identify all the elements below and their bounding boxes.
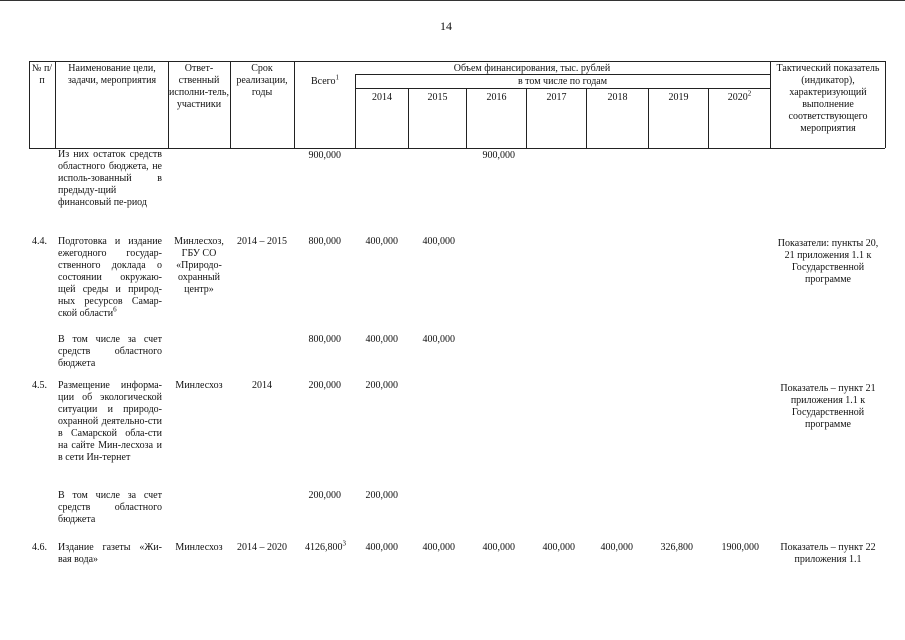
row-period: 2014 <box>252 380 272 391</box>
cell-2014: 400,000 <box>365 542 398 553</box>
row-responsible: Минлесхоз <box>175 380 223 391</box>
header-indicator: Тактический показатель (индикатор), характеризующий выполнение соответствующего мероприятия <box>776 63 880 134</box>
header-year-2018: 2018 <box>607 92 628 103</box>
header-total: Всего$^1$ <box>310 73 340 87</box>
header-year-2020: 2020$^2$ <box>727 89 752 103</box>
cell-2014: 400,000 <box>365 334 398 345</box>
header-num: № п/п <box>31 63 53 86</box>
cell-2015: 400,000 <box>422 334 455 345</box>
row-indicator: Показатель – пункт 22 приложения 1.1 <box>780 542 876 565</box>
page-number: 14 <box>440 19 452 33</box>
cell-2014: 200,000 <box>365 490 398 501</box>
cell-total: 800,000 <box>308 334 341 345</box>
row-name: Из них остаток средств областного бюджета, не исполь-зованный в предыду-щий финансовый пе-риод <box>58 149 162 208</box>
row-period: 2014 – 2020 <box>237 542 287 553</box>
row-name: Подготовка и издание ежегодного государ-ственного доклада о состоянии окружаю-щей среды и природ-ных ресурсов Самар-ской области$^6$ <box>58 236 162 319</box>
cell-2014: 200,000 <box>365 380 398 391</box>
cell-total: 200,000 <box>308 490 341 501</box>
header-year-2017: 2017 <box>546 92 567 103</box>
cell-2019: 326,800 <box>660 542 693 553</box>
row-indicator: Показатели: пункты 20, 21 приложения 1.1 к Государственной программе <box>777 238 879 285</box>
page-top-edge <box>0 0 905 1</box>
row-name: В том числе за счет средств областного бюджета <box>58 490 162 525</box>
cell-2015: 400,000 <box>422 542 455 553</box>
header-year-2019: 2019 <box>668 92 689 103</box>
header-year-2015: 2015 <box>427 92 448 103</box>
header-period: Срок реализации, годы <box>236 63 288 98</box>
header-name: Наименование цели, задачи, мероприятия <box>67 63 157 86</box>
cell-total: 800,000 <box>308 236 341 247</box>
row-period: 2014 – 2015 <box>237 236 287 247</box>
row-name: В том числе за счет средств областного бюджета <box>58 334 162 369</box>
header-funding: Объем финансирования, тыс. рублей <box>453 63 611 74</box>
header-by-year: в том числе по годам <box>517 76 608 87</box>
cell-2016: 900,000 <box>482 150 515 161</box>
cell-2014: 400,000 <box>365 236 398 247</box>
cell-total: 900,000 <box>308 150 341 161</box>
cell-2016: 400,000 <box>482 542 515 553</box>
row-name: Размещение информа-ции об экологической ситуации и природо-охранной деятельно-сти в Самарской обла-сти на сайте Мин-лесхоза и в сети Ин-тернет <box>58 380 162 463</box>
row-responsible: Минлесхоз <box>175 542 223 553</box>
row-number: 4.6. <box>32 542 47 553</box>
row-indicator: Показатель – пункт 21 приложения 1.1 к Государственной программе <box>780 383 876 430</box>
header-year-2014: 2014 <box>372 92 392 103</box>
cell-total: 4126,800$^3$ <box>305 539 346 553</box>
row-number: 4.5. <box>32 380 47 391</box>
cell-2020: 1900,000 <box>721 542 759 553</box>
row-responsible: Минлесхоз, ГБУ СО «Природо-охранный центр» <box>174 236 224 295</box>
cell-2015: 400,000 <box>422 236 455 247</box>
header-year-2016: 2016 <box>486 92 507 103</box>
cell-2017: 400,000 <box>542 542 575 553</box>
row-name: Издание газеты «Жи-вая вода» <box>58 542 162 565</box>
row-number: 4.4. <box>32 236 47 247</box>
cell-total: 200,000 <box>308 380 341 391</box>
header-responsible: Ответ-ственный исполни-тель, участники <box>169 63 229 110</box>
cell-2018: 400,000 <box>600 542 633 553</box>
